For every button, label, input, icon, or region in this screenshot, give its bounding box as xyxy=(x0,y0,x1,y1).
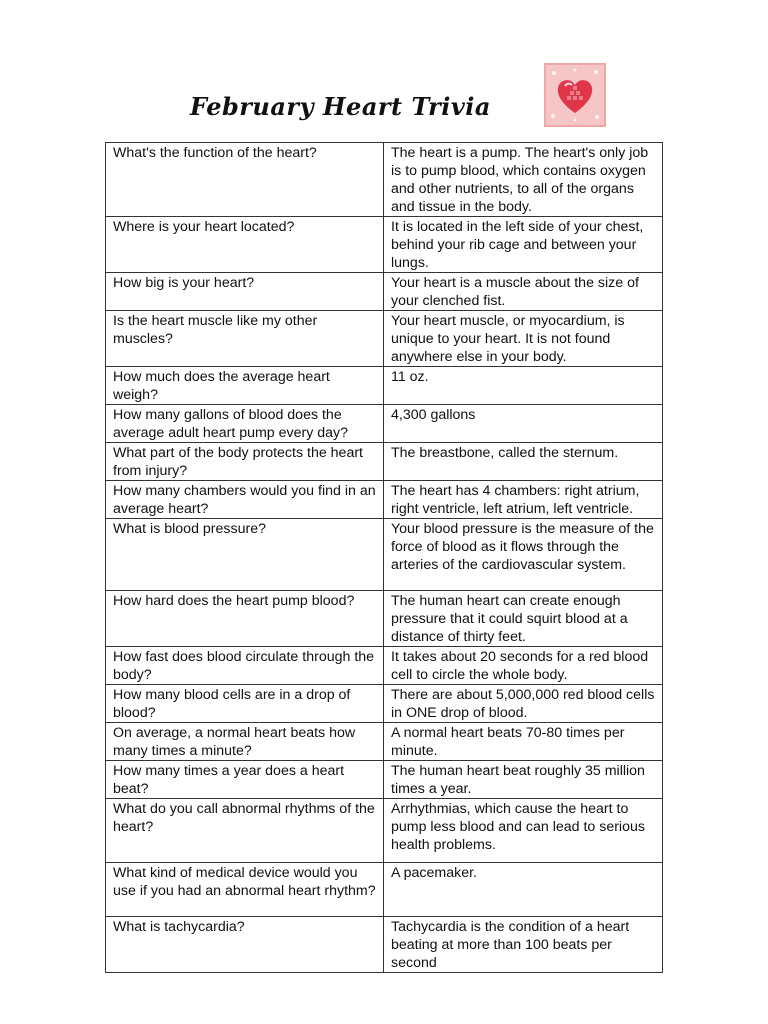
answer-cell: Your heart is a muscle about the size of your clenched fist. xyxy=(384,273,663,311)
table-row xyxy=(106,647,663,685)
table-row xyxy=(106,761,663,799)
trivia-table-body xyxy=(106,143,663,973)
table-row xyxy=(106,143,663,217)
table-row xyxy=(106,799,663,863)
table-row xyxy=(106,217,663,273)
trivia-table xyxy=(105,142,663,973)
answer-cell: 11 oz. xyxy=(384,367,663,405)
answer-cell: 4,300 gallons xyxy=(384,405,663,443)
answer-cell: A pacemaker. xyxy=(384,863,663,917)
answer-cell: It takes about 20 seconds for a red blood cell to circle the whole body. xyxy=(384,647,663,685)
table-row xyxy=(106,863,663,917)
table-row xyxy=(106,273,663,311)
answer-cell: It is located in the left side of your chest, behind your rib cage and between your lungs. xyxy=(384,217,663,273)
heart-stamp-icon xyxy=(544,63,606,127)
answer-cell: A normal heart beats 70-80 times per minute. xyxy=(384,723,663,761)
question-cell: How many chambers would you find in an average heart? xyxy=(106,481,384,519)
answer-cell: Tachycardia is the condition of a heart beating at more than 100 beats per second xyxy=(384,917,663,973)
table-row xyxy=(106,481,663,519)
question-cell: What is blood pressure? xyxy=(106,519,384,591)
question-cell: On average, a normal heart beats how many times a minute? xyxy=(106,723,384,761)
table-row xyxy=(106,443,663,481)
question-cell: What part of the body protects the heart from injury? xyxy=(106,443,384,481)
answer-cell: The breastbone, called the sternum. xyxy=(384,443,663,481)
question-cell: What is tachycardia? xyxy=(106,917,384,973)
table-row xyxy=(106,723,663,761)
answer-cell: Your blood pressure is the measure of the force of blood as it flows through the arteries of the cardiovascular system. xyxy=(384,519,663,591)
question-cell: How many gallons of blood does the average adult heart pump every day? xyxy=(106,405,384,443)
page-title: February Heart Trivia xyxy=(190,92,491,121)
answer-cell: Your heart muscle, or myocardium, is unique to your heart. It is not found anywhere else in your body. xyxy=(384,311,663,367)
question-cell: How many blood cells are in a drop of blood? xyxy=(106,685,384,723)
answer-cell: The heart is a pump. The heart's only job is to pump blood, which contains oxygen and other nutrients, to all of the organs and tissue in the body. xyxy=(384,143,663,217)
table-row xyxy=(106,917,663,973)
answer-cell: The heart has 4 chambers: right atrium, right ventricle, left atrium, left ventricle. xyxy=(384,481,663,519)
answer-cell: The human heart beat roughly 35 million times a year. xyxy=(384,761,663,799)
question-cell: What do you call abnormal rhythms of the heart? xyxy=(106,799,384,863)
table-row xyxy=(106,685,663,723)
question-cell: Is the heart muscle like my other muscles? xyxy=(106,311,384,367)
answer-cell: There are about 5,000,000 red blood cells in ONE drop of blood. xyxy=(384,685,663,723)
question-cell: What kind of medical device would you use if you had an abnormal heart rhythm? xyxy=(106,863,384,917)
table-row xyxy=(106,367,663,405)
question-cell: How fast does blood circulate through the body? xyxy=(106,647,384,685)
question-cell: What's the function of the heart? xyxy=(106,143,384,217)
answer-cell: The human heart can create enough pressure that it could squirt blood at a distance of thirty feet. xyxy=(384,591,663,647)
table-row xyxy=(106,591,663,647)
question-cell: How much does the average heart weigh? xyxy=(106,367,384,405)
table-row xyxy=(106,405,663,443)
question-cell: How hard does the heart pump blood? xyxy=(106,591,384,647)
question-cell: How many times a year does a heart beat? xyxy=(106,761,384,799)
table-row xyxy=(106,519,663,591)
question-cell: How big is your heart? xyxy=(106,273,384,311)
table-row xyxy=(106,311,663,367)
question-cell: Where is your heart located? xyxy=(106,217,384,273)
answer-cell: Arrhythmias, which cause the heart to pump less blood and can lead to serious health problems. xyxy=(384,799,663,863)
